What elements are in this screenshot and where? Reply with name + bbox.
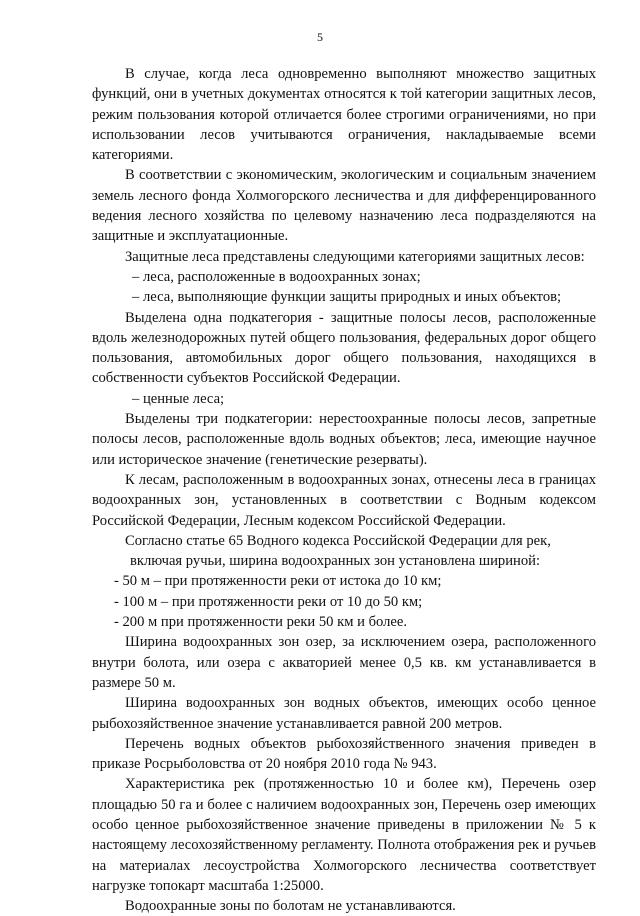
page-number: 5 <box>317 30 323 44</box>
paragraph-lakes: Ширина водоохранных зон озер, за исключением озера, расположенного внутри болота, или озера с акваторией менее 0,5 кв. км устанавливается в размере 50 м. <box>92 634 596 691</box>
paragraph-article-65: Согласно статье 65 Водного кодекса Российской Федерации для рек, <box>125 532 551 549</box>
paragraph-fishery-list: Перечень водных объектов рыбохозяйственного значения приведен в приказе Росрыболовства от 20 ноября 2010 года № 943. <box>92 735 596 773</box>
paragraph-fishery-width: Ширина водоохранных зон водных объектов, имеющих особо ценное рыбохозяйственное значение устанавливается равной 200 метров. <box>92 695 596 732</box>
width-item-200m: - 200 м при протяженности реки 50 км и более. <box>114 614 407 631</box>
paragraph-article-65-continued: включая ручьи, ширина водоохранных зон установлена шириной: <box>130 553 541 570</box>
paragraph-valuable-subcategories: Выделены три подкатегории: нерестоохранные полосы лесов, запретные полосы лесов, расположенные вдоль водных объектов; леса, имеющие научное или историческое значение (генетические резерваты). <box>92 411 596 468</box>
paragraph-subcategory: Выделена одна подкатегория - защитные полосы лесов, расположенные вдоль железнодорожных путей общего пользования, федеральных дорог общего пользования, автомобильных дорог общего пользования, находящихся в собственности субъектов Российской Федерации. <box>92 309 596 387</box>
paragraph-forest-division: В соответствии с экономическим, экологическим и социальным значением земель лесного фонда Холмогорского лесничества и для дифференцированного ведения лесного хозяйства по целевому назначению леса подразделяются на защитные и эксплуатационные. <box>92 167 596 245</box>
width-item-50m: - 50 м – при протяженности реки от истока до 10 км; <box>114 573 442 590</box>
category-protection-functions: – леса, выполняющие функции защиты природных и иных объектов; <box>132 289 562 306</box>
paragraph-protective-categories: Защитные леса представлены следующими категориями защитных лесов: <box>125 248 585 265</box>
category-water-zones: – леса, расположенные в водоохранных зонах; <box>132 268 421 285</box>
paragraph-multiple-functions: В случае, когда леса одновременно выполняют множество защитных функций, они в учетных документах относятся к той категории защитных лесов, режим пользования которой отличается более строгими ограничениями, но при использовании лесов учитываются ограничения, накладываемые всеми категориями. <box>92 66 596 164</box>
paragraph-bogs: Водоохранные зоны по болотам не устанавливаются. <box>125 898 456 915</box>
document-body <box>92 64 596 916</box>
paragraph-water-zone-forests: К лесам, расположенным в водоохранных зонах, отнесены леса в границах водоохранных зон, установленных в соответствии с Водным кодексом Российской Федерации, Лесным кодексом Российской Федерации. <box>92 471 596 529</box>
width-item-100m: - 100 м – при протяженности реки от 10 до 50 км; <box>114 593 423 610</box>
paragraph-rivers-characteristics: Характеристика рек (протяженностью 10 и более км), Перечень озер площадью 50 га и более с наличием водоохранных зон, Перечень озер имеющих особо ценное рыбохозяйственное значение приведены в приложении № 5 к настоящему лесохозяйственному регламенту. Полнота отображения рек и ручьев на материалах лесоустройства Холмогорского лесничества соответствует нагрузке топокарт масштаба 1:25000. <box>92 776 596 894</box>
category-valuable-forests: – ценные леса; <box>132 390 225 407</box>
